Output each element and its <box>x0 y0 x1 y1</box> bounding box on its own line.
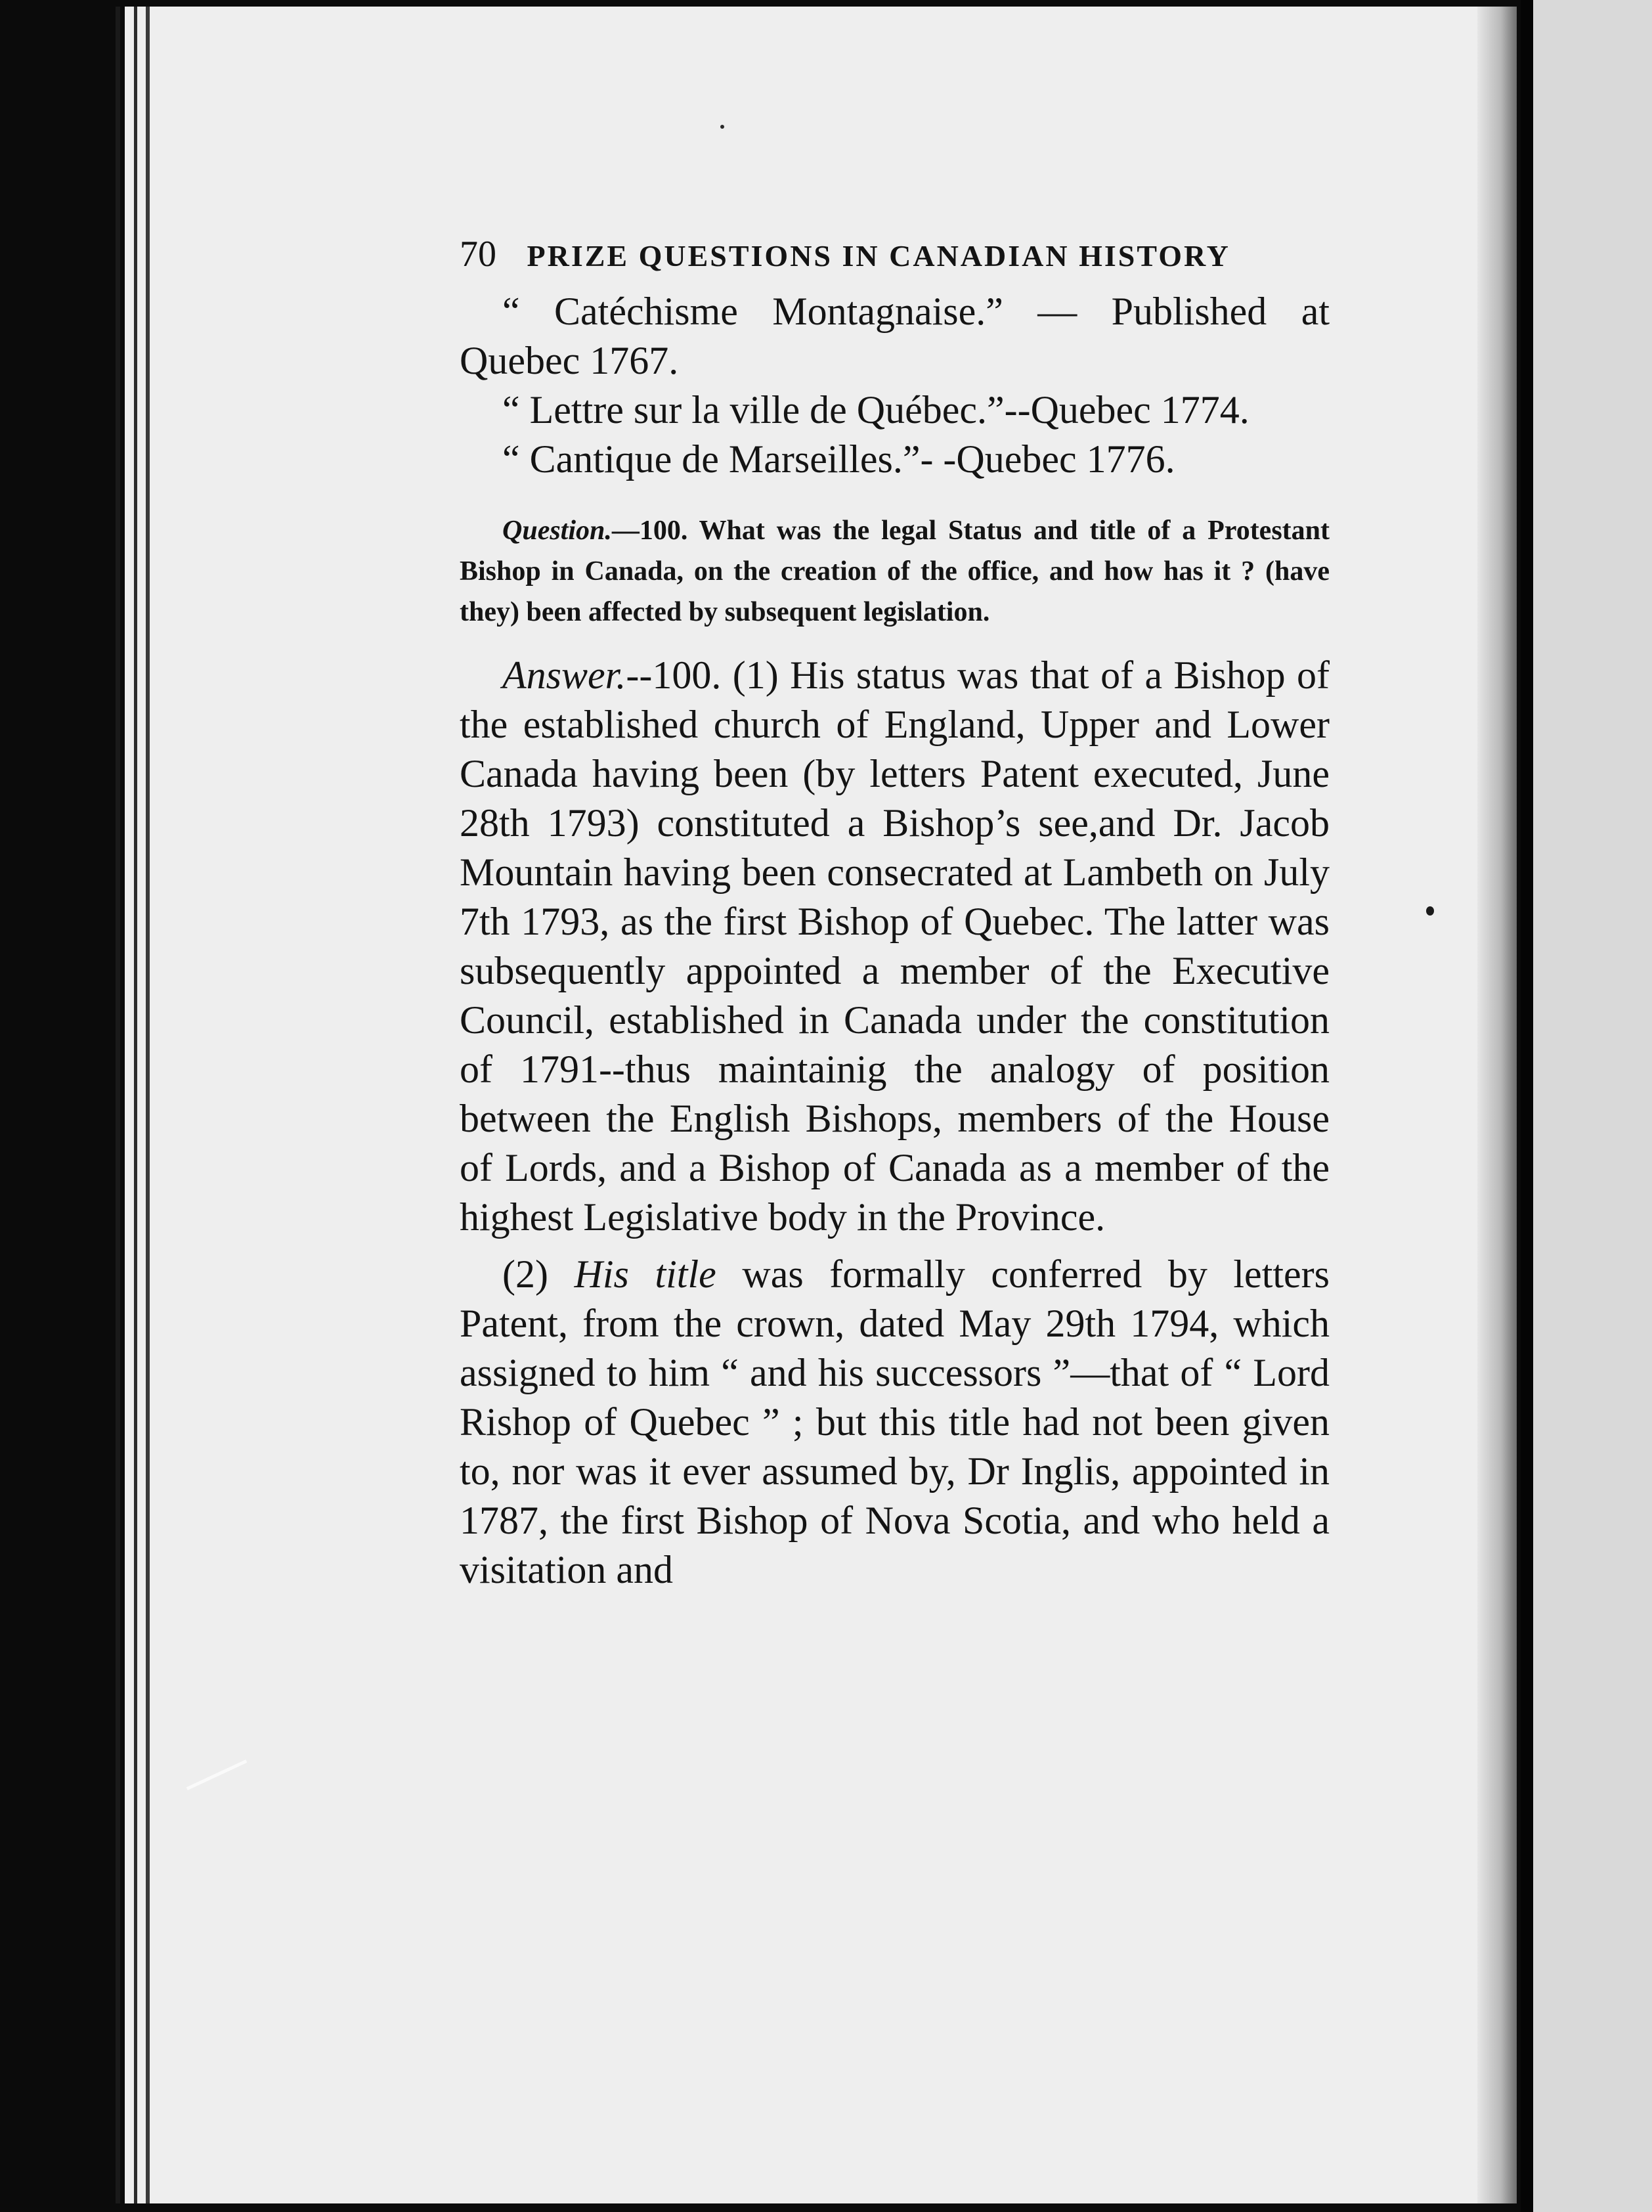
answer-label: Answer. <box>502 653 626 697</box>
answer-paragraph <box>460 651 1330 1242</box>
question-text: —100. What was the legal Status and title of a Protestant Bishop in Canada, on the creation of the office, and how has it ? (have they) been affected by subsequent legislation. <box>460 516 1330 627</box>
page-text <box>460 233 1330 1595</box>
running-header <box>460 233 1330 275</box>
paragraph-number: (2) <box>502 1252 548 1296</box>
entry: “ Lettre sur la ville de Québec.”--Quebec 1774. <box>502 388 1250 431</box>
page-edge <box>116 7 120 2203</box>
page-edge <box>1521 0 1533 2212</box>
title-text: was formally conferred by letters Patent, from the crown, dated May 29th 1794, which assigned to him “ and his successors ”—that of “ Lord Rishop of Quebec ” ; but this title had not been given to, nor was it ever assumed by, Dr Inglis, appointed in 1787, the first Bishop of Nova Scotia, and who held a visitation and <box>460 1252 1330 1591</box>
page-edge <box>134 7 137 2203</box>
title-label: His title <box>574 1252 716 1296</box>
question-label: Question. <box>502 516 612 546</box>
running-title: PRIZE QUESTIONS IN CANADIAN HISTORY <box>527 239 1230 273</box>
ink-speck <box>720 125 724 129</box>
question-paragraph <box>460 510 1330 632</box>
answer-text: --100. (1) His status was that of a Bishop of the established church of England, Upper and Lower Canada having been (by letters Patent executed, June 28th 1793) constituted a Bishop’s see,and Dr. Jacob Mountain having been consecrated at Lambeth on July 7th 1793, as the first Bishop of Quebec. The latter was subsequently appointed a member of the Executive Council, established in Canada under the constitution of 1791--thus maintainig the analogy of position between the English Bishops, members of the House of Lords, and a Bishop of Canada as a member of the highest Legislative body in the Province. <box>460 653 1330 1239</box>
entry: “ Catéchisme Montagnaise.” — Published at Quebec 1767. <box>460 290 1330 382</box>
title-paragraph <box>460 1250 1330 1595</box>
page-number: 70 <box>460 234 496 275</box>
page-edge <box>146 7 150 2203</box>
ink-speck <box>1426 906 1434 916</box>
book-gutter <box>1477 7 1517 2203</box>
facing-page <box>1533 0 1652 2212</box>
entry: “ Cantique de Marseilles.”- -Quebec 1776. <box>502 437 1175 481</box>
